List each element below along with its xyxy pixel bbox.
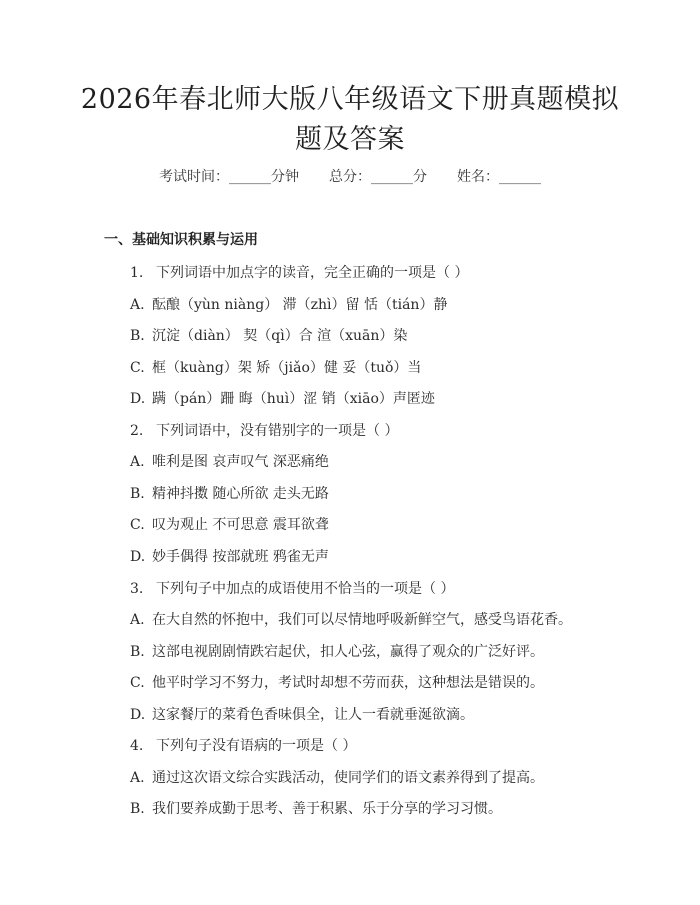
- question-number: 2.: [130, 422, 144, 439]
- option-text: 他平时学习不努力，考试时却想不劳而获，这种想法是错误的。: [152, 675, 544, 692]
- exam-meta: [0, 166, 700, 186]
- option-letter: C.: [130, 517, 145, 534]
- answer-option: [130, 704, 474, 724]
- section-heading: 一、基础知识积累与运用: [104, 232, 258, 248]
- option-text: 我们要养成勤于思考、善于积累、乐于分享的学习习惯。: [152, 801, 502, 818]
- answer-option: [130, 767, 544, 787]
- question-text: 下列词语中，没有错别字的一项是（ ）: [156, 422, 399, 439]
- option-letter: A.: [130, 769, 145, 786]
- option-letter: C.: [130, 675, 145, 692]
- option-letter: A.: [130, 296, 145, 313]
- option-letter: B.: [130, 643, 145, 660]
- answer-option: [130, 609, 572, 629]
- student-name: 姓名：______: [457, 169, 541, 185]
- option-text: 这家餐厅的菜肴色香味俱全，让人一看就垂涎欲滴。: [152, 706, 474, 723]
- option-letter: C.: [130, 359, 145, 376]
- option-letter: B.: [130, 328, 145, 345]
- question-text: 下列词语中加点字的读音，完全正确的一项是（ ）: [156, 265, 469, 281]
- title-line-2: 题及答案: [295, 124, 405, 155]
- option-letter: A.: [130, 454, 145, 471]
- answer-option: [130, 388, 435, 408]
- answer-option: [130, 546, 329, 566]
- option-text: 框（kuàng）架 矫（jiǎo）健 妥（tuǒ）当: [152, 359, 422, 376]
- answer-option: [130, 294, 447, 314]
- answer-option: [130, 483, 329, 503]
- answer-option: [130, 641, 544, 661]
- option-letter: D.: [130, 706, 146, 723]
- answer-option: [130, 357, 421, 377]
- question-number: 4.: [130, 738, 144, 755]
- question-stem: [130, 262, 468, 282]
- option-text: 通过这次语文综合实践活动，使同学们的语文素养得到了提高。: [152, 769, 544, 786]
- question-text: 下列句子没有语病的一项是（ ）: [156, 738, 357, 755]
- answer-option: [130, 514, 329, 534]
- answer-option: [130, 672, 544, 692]
- question-number: 3.: [130, 580, 144, 597]
- document-title: [80, 80, 620, 160]
- option-text: 妙手偶得 按部就班 鸦雀无声: [152, 548, 329, 565]
- option-text: 这部电视剧剧情跌宕起伏，扣人心弦，赢得了观众的广泛好评。: [152, 643, 544, 660]
- option-letter: D.: [130, 391, 146, 408]
- option-letter: A.: [130, 612, 145, 629]
- exam-time: 考试时间：______分钟: [159, 169, 299, 185]
- answer-option: [130, 325, 407, 345]
- option-text: 唯利是图 哀声叹气 深恶痛绝: [152, 454, 329, 471]
- option-text: 酝酿（yùn niàng） 滞（zhì）留 恬（tián）静: [152, 296, 448, 313]
- question-stem: [130, 420, 398, 440]
- option-text: 沉淀（diàn） 契（qì）合 渲（xuān）染: [152, 328, 408, 345]
- title-line-1: 2026年春北师大版八年级语文下册真题模拟: [80, 84, 620, 115]
- option-text: 精神抖擞 随心所欲 走头无路: [152, 485, 329, 502]
- question-stem: [130, 735, 356, 755]
- question-stem: [130, 578, 454, 598]
- option-letter: B.: [130, 801, 145, 818]
- option-letter: B.: [130, 485, 145, 502]
- option-text: 叹为观止 不可思意 震耳欲聋: [152, 517, 329, 534]
- answer-option: [130, 451, 329, 471]
- total-score: 总分：______分: [329, 169, 427, 185]
- option-text: 蹒（pán）跚 晦（huì）涩 销（xiāo）声匿迹: [152, 391, 435, 408]
- question-number: 1.: [130, 265, 144, 281]
- question-text: 下列句子中加点的成语使用不恰当的一项是（ ）: [156, 580, 455, 597]
- option-text: 在大自然的怀抱中，我们可以尽情地呼吸新鲜空气，感受鸟语花香。: [152, 612, 572, 629]
- answer-option: [130, 798, 502, 818]
- option-letter: D.: [130, 548, 146, 565]
